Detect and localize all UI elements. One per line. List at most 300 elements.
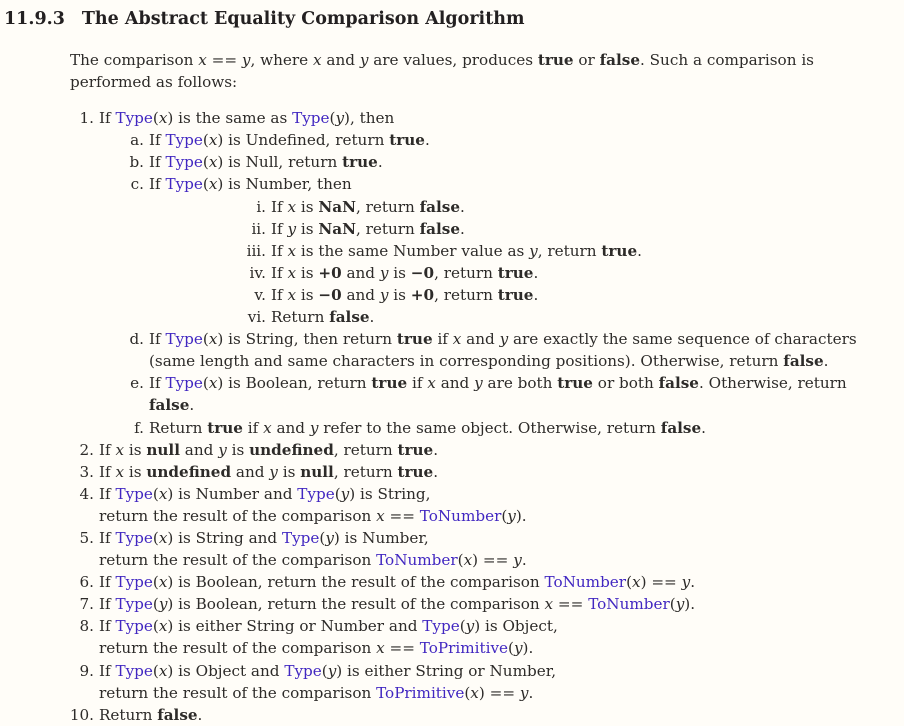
text-run: ) is String and <box>167 528 282 547</box>
variable-y: y <box>507 506 516 525</box>
type-link[interactable]: Type <box>292 109 330 128</box>
keyword-true: true <box>497 285 534 304</box>
type-link[interactable]: Type <box>165 330 203 349</box>
text-run: ( <box>501 506 508 525</box>
variable-y: y <box>474 374 483 393</box>
text-run: is <box>226 440 250 459</box>
variable-y: y <box>529 241 538 260</box>
variable-y: y <box>340 484 350 503</box>
list-marker: 3. <box>79 462 94 481</box>
list-item <box>64 704 892 726</box>
variable-x: x <box>208 330 218 349</box>
keyword-false: false <box>419 219 460 238</box>
list-item-text <box>144 173 352 195</box>
type-link[interactable]: Type <box>165 131 203 150</box>
section-number: 11.9.3 <box>4 9 65 29</box>
text-run: is <box>296 263 319 282</box>
list-item-text <box>144 417 706 439</box>
list-item-text <box>94 439 438 461</box>
list-item-text <box>94 527 527 571</box>
list-marker: 2. <box>79 440 94 459</box>
keyword-false: false <box>329 308 370 327</box>
variable-y: y <box>158 595 168 614</box>
variable-y: y <box>499 330 509 349</box>
variable-x: x <box>158 109 168 128</box>
text-run: ( <box>202 175 209 194</box>
type-link[interactable]: Type <box>115 661 153 680</box>
type-link[interactable]: Type <box>115 573 153 592</box>
text-run: ) is Boolean, return <box>217 374 372 393</box>
list-item <box>64 483 892 527</box>
keyword-undefined: undefined <box>146 462 232 481</box>
text-run: ( <box>202 374 209 393</box>
list-item-text <box>94 107 394 129</box>
text-run: are both <box>482 374 558 393</box>
type-link[interactable]: Type <box>165 175 203 194</box>
variable-x: x <box>463 551 473 570</box>
text-run: ( <box>202 153 209 172</box>
keyword-false: false <box>599 51 640 69</box>
list-item-text <box>266 218 465 240</box>
type-link[interactable]: Type <box>115 484 153 503</box>
text-run: , return <box>355 219 420 238</box>
variable-y: y <box>465 617 475 636</box>
type-link[interactable]: Type <box>297 484 335 503</box>
variable-y: y <box>309 418 319 437</box>
text-run: If <box>99 440 116 459</box>
keyword-false: false <box>149 396 190 415</box>
text-run: is <box>296 219 319 238</box>
list-item-text <box>144 372 892 416</box>
text-run: . <box>459 197 465 216</box>
algorithm-list <box>64 107 892 726</box>
text-run: . <box>197 705 203 724</box>
keyword-0: −0 <box>318 285 342 304</box>
variable-x: x <box>632 573 641 592</box>
list-marker: 4. <box>79 484 94 503</box>
text-run: ( <box>626 573 632 592</box>
type-link[interactable]: Type <box>115 617 153 636</box>
text-run: ( <box>152 661 159 680</box>
keyword-false: false <box>157 705 198 724</box>
keyword-true: true <box>389 131 425 150</box>
list-item <box>64 328 892 372</box>
variable-y: y <box>218 440 227 459</box>
text-run: . <box>369 308 375 327</box>
text-run: return the result of the comparison <box>99 551 377 570</box>
intro-paragraph <box>70 49 874 93</box>
text-run: The comparison <box>70 51 199 69</box>
text-run: . <box>189 396 195 415</box>
text-run: . <box>424 131 430 150</box>
text-run: , return <box>537 241 602 260</box>
variable-x: x <box>544 595 554 614</box>
text-run: Return <box>271 308 330 327</box>
text-run: ( <box>152 484 159 503</box>
type-link[interactable]: Type <box>165 374 203 393</box>
list-item-text <box>144 129 430 151</box>
keyword-true: true <box>342 153 378 172</box>
list-item <box>64 571 892 593</box>
text-run: ( <box>152 528 159 547</box>
variable-y: y <box>325 528 334 547</box>
text-run: ( <box>202 330 209 349</box>
variable-y: y <box>675 595 685 614</box>
text-run: . <box>701 418 706 437</box>
text-run: and <box>231 462 270 481</box>
variable-x: x <box>470 683 479 702</box>
text-run: . <box>637 241 642 260</box>
text-run: ) is Number and <box>167 484 298 503</box>
list-item-text <box>94 615 558 659</box>
text-run: ). <box>515 506 527 525</box>
list-marker: e. <box>130 374 144 393</box>
text-run: If <box>271 263 288 282</box>
list-marker: d. <box>129 330 144 349</box>
text-run: ) is Number, then <box>217 175 352 194</box>
variable-x: x <box>208 374 218 393</box>
keyword-true: true <box>557 374 593 393</box>
keyword-0: −0 <box>410 263 435 282</box>
type-link[interactable]: Type <box>284 661 322 680</box>
list-item-text <box>94 660 556 704</box>
tonumber-link[interactable]: ToNumber <box>376 551 458 570</box>
list-item <box>64 417 892 439</box>
keyword-+0: +0 <box>410 285 435 304</box>
text-run: If <box>149 374 166 393</box>
list-item-text <box>266 284 538 306</box>
keyword-true: true <box>397 462 434 481</box>
text-run: == <box>384 639 420 658</box>
text-run: ). <box>684 595 696 614</box>
text-run: , return <box>333 440 398 459</box>
variable-x: x <box>115 440 125 459</box>
list-item <box>64 461 892 483</box>
text-run: is <box>296 197 319 216</box>
text-run: . <box>521 551 527 570</box>
list-marker: 9. <box>79 661 94 680</box>
list-item-text <box>266 262 538 284</box>
variable-y: y <box>359 51 369 69</box>
type-link[interactable]: Type <box>422 617 460 636</box>
section-heading <box>4 9 904 30</box>
variable-y: y <box>513 639 523 658</box>
list-marker: v. <box>254 285 266 304</box>
toprimitive-link[interactable]: ToPrimitive <box>419 639 509 658</box>
variable-y: y <box>681 573 691 592</box>
list-item <box>64 262 892 284</box>
keyword-null: null <box>146 440 180 459</box>
text-run: If <box>271 219 288 238</box>
text-run: ) is Object and <box>167 661 285 680</box>
list-item <box>64 372 892 416</box>
text-run: ) is the same as <box>167 109 293 128</box>
text-run: . <box>433 440 439 459</box>
text-run: and <box>321 51 360 69</box>
variable-x: x <box>427 374 436 393</box>
text-run: ( <box>152 617 159 636</box>
list-item <box>64 129 892 151</box>
text-run: and <box>271 418 310 437</box>
tonumber-link[interactable]: ToNumber <box>419 506 502 525</box>
text-run: is <box>124 462 147 481</box>
list-item <box>64 240 892 262</box>
variable-x: x <box>208 153 218 172</box>
variable-x: x <box>115 462 125 481</box>
text-run: Return <box>149 418 208 437</box>
text-run: == <box>206 51 242 69</box>
text-run: ( <box>202 131 209 150</box>
text-run: If <box>99 528 116 547</box>
list-item <box>64 615 892 659</box>
text-run: or both <box>592 374 659 393</box>
text-run: is <box>296 285 319 304</box>
list-item-text <box>144 328 892 372</box>
keyword-true: true <box>207 418 243 437</box>
toprimitive-link[interactable]: ToPrimitive <box>376 683 465 702</box>
list-marker: i. <box>256 197 266 216</box>
list-item-text <box>266 240 642 262</box>
list-item-text <box>144 151 383 173</box>
keyword-undefined: undefined <box>249 440 334 459</box>
text-run: . <box>460 219 465 238</box>
type-link[interactable]: Type <box>165 153 203 172</box>
variable-y: y <box>519 683 529 702</box>
list-item <box>64 151 892 173</box>
text-run: If <box>271 285 288 304</box>
text-run: are exactly the same sequence of characters (same length and same characters in corresponding positions). Otherwise, return <box>149 330 857 371</box>
keyword-true: true <box>537 51 574 69</box>
list-item <box>64 593 892 615</box>
list-marker: 1. <box>79 109 94 128</box>
keyword-true: true <box>601 241 638 260</box>
variable-x: x <box>287 263 297 282</box>
text-run: ) is Boolean, return the result of the comparison <box>167 595 545 614</box>
variable-x: x <box>208 175 218 194</box>
text-run: return the result of the comparison <box>99 683 377 702</box>
text-run: . <box>533 285 539 304</box>
text-run: == <box>384 506 420 525</box>
text-run: is <box>388 263 411 282</box>
text-run: ( <box>334 484 341 503</box>
list-marker: 7. <box>79 595 94 614</box>
variable-x: x <box>208 131 218 150</box>
list-marker: b. <box>129 153 144 172</box>
text-run: ) is String, <box>349 484 431 503</box>
list-item <box>64 660 892 704</box>
variable-y: y <box>335 109 345 128</box>
section-title: The Abstract Equality Comparison Algorithm <box>81 9 525 29</box>
variable-x: x <box>313 51 322 69</box>
variable-x: x <box>376 506 385 525</box>
text-run: If <box>271 241 288 260</box>
text-run: , return <box>333 462 398 481</box>
text-run: ) is Null, return <box>217 153 343 172</box>
text-run: ) is Undefined, return <box>217 131 390 150</box>
text-run: ( <box>152 109 159 128</box>
text-run: ( <box>321 661 328 680</box>
text-run: ) == <box>640 573 682 592</box>
text-run: and <box>435 374 475 393</box>
variable-x: x <box>158 617 168 636</box>
variable-y: y <box>241 51 251 69</box>
text-run: ( <box>329 109 336 128</box>
variable-y: y <box>269 462 278 481</box>
text-run: If <box>99 661 116 680</box>
keyword-false: false <box>783 352 824 371</box>
list-item-text <box>94 483 527 527</box>
text-run: ) == <box>478 683 520 702</box>
variable-x: x <box>287 241 297 260</box>
variable-y: y <box>287 219 297 238</box>
list-marker: iv. <box>249 263 266 282</box>
variable-x: x <box>158 661 168 680</box>
text-run: and <box>341 263 380 282</box>
text-run: ) is String, then return <box>217 330 397 349</box>
text-run: if <box>432 330 453 349</box>
list-item <box>64 306 892 328</box>
text-run: are values, produces <box>368 51 538 69</box>
text-run: ( <box>669 595 676 614</box>
text-run: ) is Boolean, return the result of the comparison <box>167 573 545 592</box>
text-run: If <box>271 197 288 216</box>
list-marker: f. <box>134 418 144 437</box>
list-item <box>64 439 892 461</box>
text-run: If <box>99 462 116 481</box>
keyword-true: true <box>396 330 433 349</box>
text-run: If <box>149 131 166 150</box>
list-marker: 5. <box>79 528 94 547</box>
tonumber-link[interactable]: ToNumber <box>588 595 670 614</box>
variable-y: y <box>513 551 522 570</box>
keyword-+0: +0 <box>318 263 342 282</box>
text-run: If <box>99 617 116 636</box>
type-link[interactable]: Type <box>115 595 153 614</box>
variable-x: x <box>198 51 207 69</box>
variable-x: x <box>158 528 168 547</box>
keyword-true: true <box>497 263 534 282</box>
text-run: ) is Object, <box>474 617 558 636</box>
text-run: == <box>553 595 589 614</box>
text-run: , return <box>355 197 420 216</box>
text-run: ) is either String or Number and <box>167 617 423 636</box>
list-marker: 6. <box>79 573 94 592</box>
list-item <box>64 173 892 195</box>
text-run: ( <box>459 617 466 636</box>
list-marker: ii. <box>251 219 266 238</box>
text-run: , return <box>434 285 498 304</box>
variable-y: y <box>379 263 389 282</box>
keyword-true: true <box>397 440 434 459</box>
variable-x: x <box>287 285 297 304</box>
text-run: Return <box>99 705 158 724</box>
text-run: If <box>149 175 166 194</box>
list-item <box>64 107 892 129</box>
text-run: and <box>461 330 500 349</box>
text-run: . <box>533 263 539 282</box>
list-item <box>64 196 892 218</box>
variable-x: x <box>376 639 385 658</box>
text-run: ) is Number, <box>333 528 429 547</box>
text-run: ( <box>152 595 159 614</box>
list-item-text <box>94 461 438 483</box>
list-item-text <box>266 306 374 328</box>
list-item-text <box>94 571 695 593</box>
text-run: . Such a comparison is performed as follows: <box>70 51 814 92</box>
variable-y: y <box>379 285 389 304</box>
text-run: . Otherwise, return <box>698 374 847 393</box>
variable-y: y <box>327 661 337 680</box>
keyword-null: null <box>300 462 334 481</box>
text-run: If <box>99 573 116 592</box>
variable-x: x <box>287 197 297 216</box>
keyword-true: true <box>371 374 408 393</box>
text-run: and <box>341 285 380 304</box>
list-marker: a. <box>130 131 144 150</box>
text-run: ( <box>319 528 326 547</box>
text-run: ) == <box>472 551 514 570</box>
list-marker: 10. <box>69 705 94 724</box>
variable-x: x <box>452 330 462 349</box>
text-run: ( <box>152 573 159 592</box>
tonumber-link[interactable]: ToNumber <box>544 573 627 592</box>
keyword-false: false <box>658 374 699 393</box>
list-item-text <box>266 196 465 218</box>
list-marker: iii. <box>246 241 266 260</box>
keyword-NaN: NaN <box>318 219 356 238</box>
text-run: , return <box>434 263 498 282</box>
text-run: return the result of the comparison <box>99 639 377 658</box>
list-item-text <box>94 593 695 615</box>
text-run: is <box>277 462 301 481</box>
type-link[interactable]: Type <box>115 109 153 128</box>
type-link[interactable]: Type <box>281 528 320 547</box>
text-run: . <box>528 683 534 702</box>
text-run: ( <box>464 683 471 702</box>
keyword-false: false <box>419 197 460 216</box>
text-run: . <box>377 153 383 172</box>
spec-document <box>0 9 904 726</box>
text-run: is <box>388 285 411 304</box>
keyword-false: false <box>660 418 702 437</box>
list-item-text <box>94 704 202 726</box>
list-item <box>64 527 892 571</box>
text-run: , where <box>250 51 314 69</box>
text-run: and <box>179 440 219 459</box>
text-run: . <box>823 352 829 371</box>
list-item <box>64 218 892 240</box>
list-marker: 8. <box>79 617 94 636</box>
list-item <box>64 284 892 306</box>
text-run: is <box>124 440 147 459</box>
list-marker: c. <box>130 175 144 194</box>
text-run: If <box>99 109 116 128</box>
text-run: is the same Number value as <box>296 241 530 260</box>
variable-x: x <box>263 418 272 437</box>
text-run: ). <box>522 639 534 658</box>
text-run: ) is either String or Number, <box>336 661 557 680</box>
text-run: If <box>99 595 116 614</box>
type-link[interactable]: Type <box>115 528 153 547</box>
text-run: If <box>149 330 166 349</box>
list-marker: vi. <box>247 308 266 327</box>
text-run: return the result of the comparison <box>99 506 377 525</box>
text-run: ( <box>457 551 464 570</box>
text-run: ( <box>508 639 514 658</box>
text-run: . <box>690 573 696 592</box>
text-run: if <box>242 418 264 437</box>
text-run: If <box>99 484 116 503</box>
